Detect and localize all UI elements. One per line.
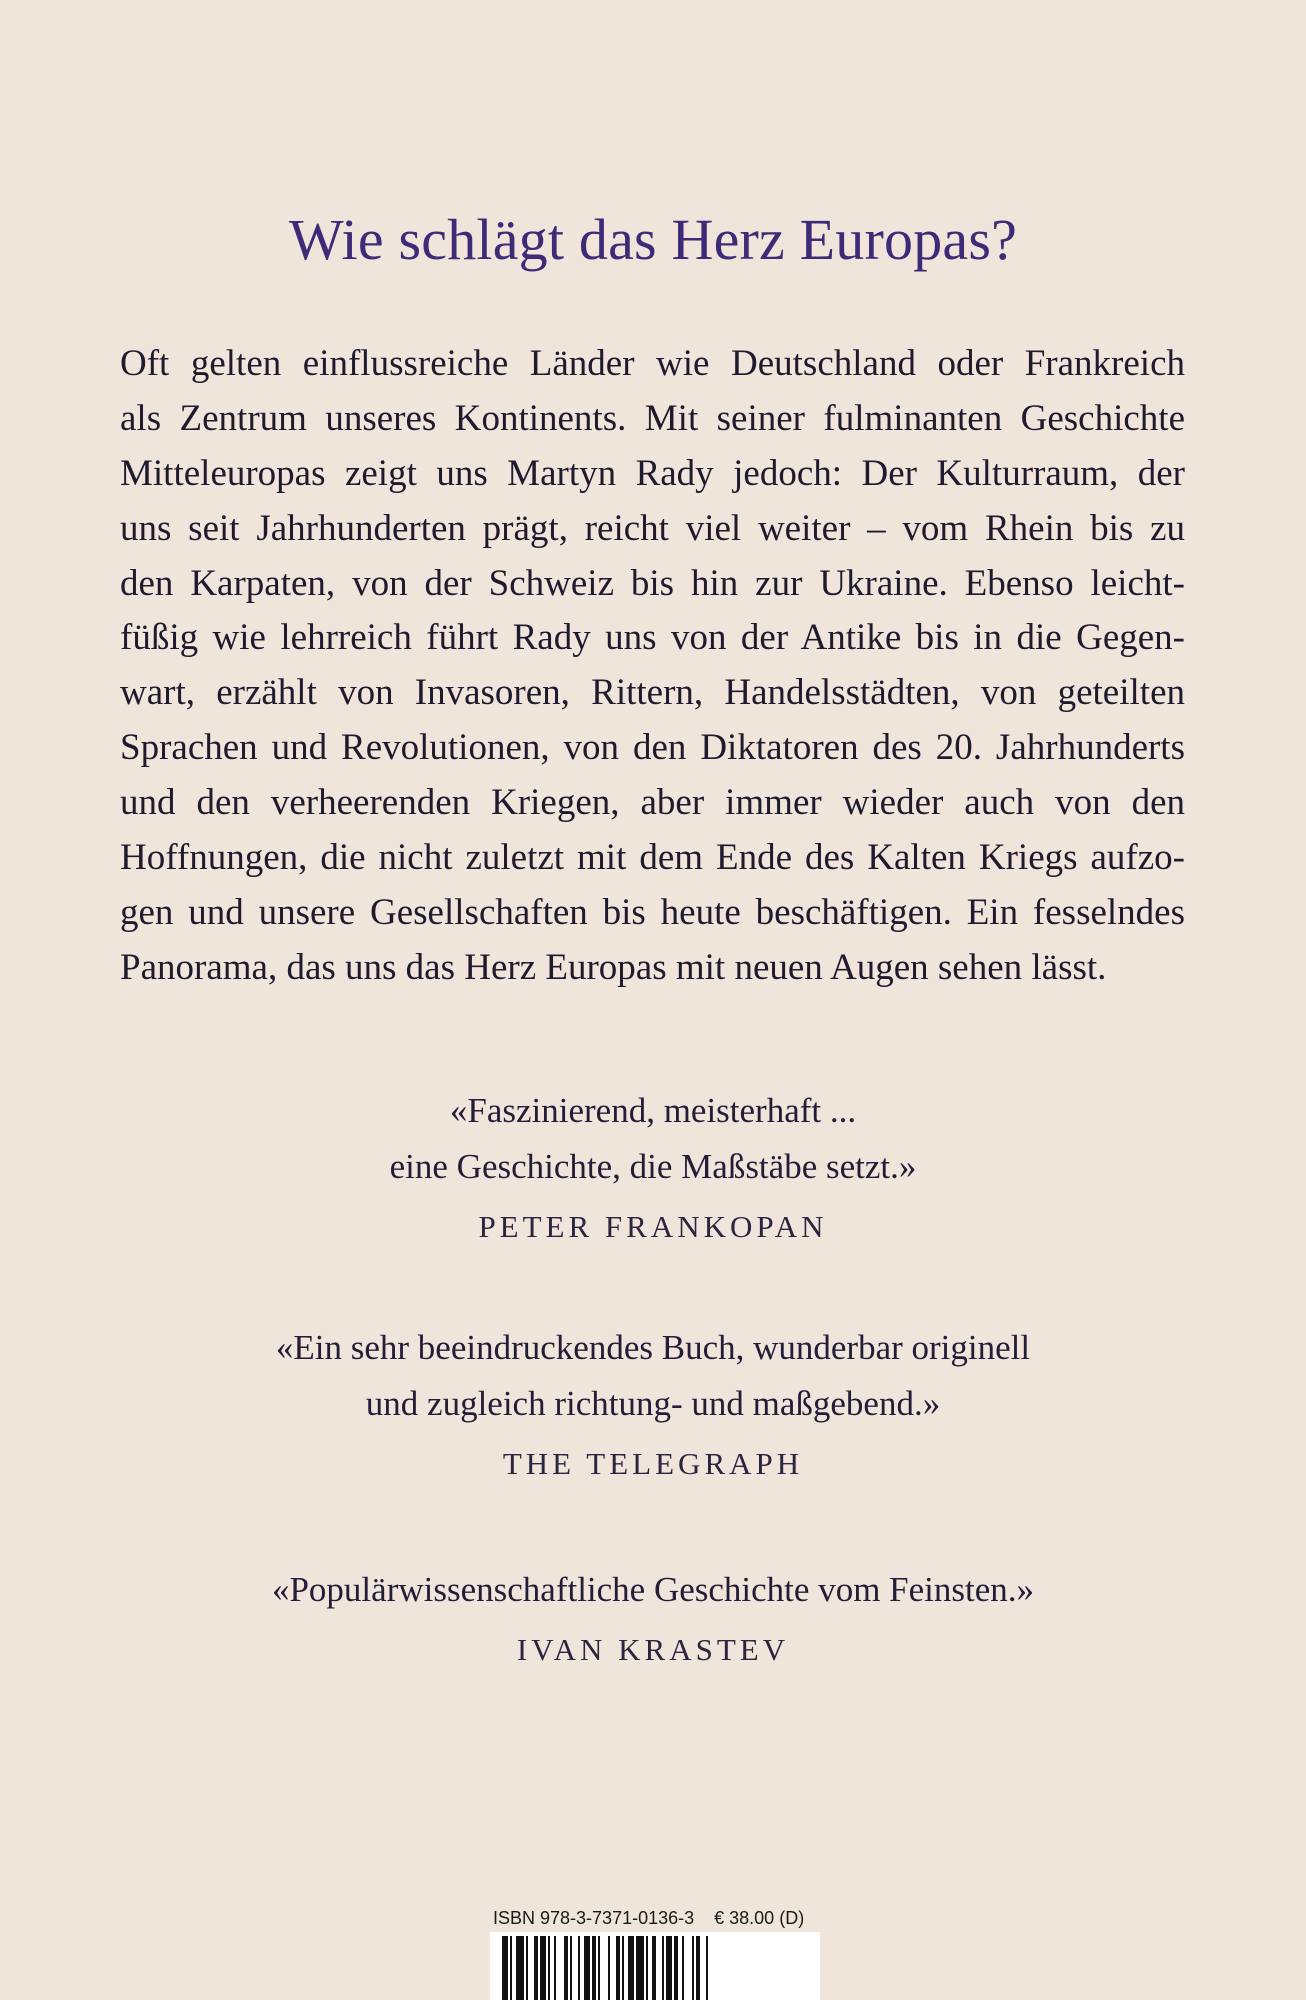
blurb-line: Mitteleuropas zeigt uns Martyn Rady jedoch: Der Kulturraum, der bbox=[120, 452, 1185, 494]
quote-line: «Populärwissenschaftliche Geschichte vom Feinsten.» bbox=[271, 1570, 1035, 1609]
quote-attribution: IVAN KRASTEV bbox=[516, 1632, 790, 1667]
barcode-bar bbox=[516, 1936, 524, 2000]
headline: Wie schlägt das Herz Europas? bbox=[288, 207, 1018, 272]
quote-line: eine Geschichte, die Maßstäbe setzt.» bbox=[389, 1147, 917, 1186]
barcode-bar bbox=[502, 1936, 508, 2000]
barcode-bar bbox=[584, 1936, 590, 2000]
barcode-bar bbox=[696, 1936, 700, 2000]
quote-text bbox=[0, 1562, 1306, 1618]
barcode-bar bbox=[526, 1936, 528, 2000]
barcode-bar bbox=[616, 1936, 620, 2000]
barcode-bar bbox=[682, 1936, 684, 2000]
quote-attribution: PETER FRANKOPAN bbox=[478, 1209, 828, 1244]
quote-attribution: THE TELEGRAPH bbox=[502, 1446, 804, 1481]
blurb-line: den Karpaten, von der Schweiz bis hin zur Ukraine. Ebenso leicht- bbox=[120, 562, 1185, 604]
isbn-line bbox=[490, 1905, 820, 1931]
review-quote-telegraph bbox=[0, 1320, 1306, 1482]
quote-line: «Faszinierend, meisterhaft ... bbox=[449, 1091, 857, 1130]
barcode-bar bbox=[578, 1936, 580, 2000]
quote-text bbox=[0, 1083, 1306, 1195]
barcode-bar bbox=[592, 1936, 596, 2000]
barcode-bar bbox=[636, 1936, 644, 2000]
barcode-bar bbox=[692, 1936, 694, 2000]
barcode-bar bbox=[674, 1936, 678, 2000]
review-quote-krastev bbox=[0, 1562, 1306, 1668]
barcode-bar bbox=[534, 1936, 538, 2000]
barcode-bar bbox=[570, 1936, 572, 2000]
blurb-line: Hoffnungen, die nicht zuletzt mit dem Ende des Kalten Kriegs aufzo- bbox=[120, 837, 1185, 879]
barcode-bar bbox=[554, 1936, 556, 2000]
blurb-line: Panorama, das uns das Herz Europas mit neuen Augen sehen lässt. bbox=[120, 946, 1107, 988]
barcode-bar bbox=[628, 1936, 634, 2000]
blurb-line: wart, erzählt von Invasoren, Rittern, Handelsstädten, von geteilten bbox=[120, 672, 1185, 714]
blurb-line: und den verheerenden Kriegen, aber immer wieder auch von den bbox=[120, 782, 1185, 824]
blurb-paragraph bbox=[120, 337, 1185, 996]
blurb-line: Oft gelten einflussreiche Länder wie Deutschland oder Frankreich bbox=[120, 343, 1185, 384]
quote-line: «Ein sehr beeindruckendes Buch, wunderbar originell bbox=[275, 1328, 1031, 1367]
barcode-bar bbox=[510, 1936, 512, 2000]
quote-line: und zugleich richtung- und maßgebend.» bbox=[365, 1384, 941, 1423]
blurb-line: gen und unsere Gesellschaften bis heute beschäftigen. Ein fesselndes bbox=[120, 891, 1185, 933]
barcode-bar bbox=[564, 1936, 568, 2000]
barcode-bar bbox=[652, 1936, 656, 2000]
barcode-bar bbox=[622, 1936, 624, 2000]
barcode-bar bbox=[666, 1936, 672, 2000]
barcode-area bbox=[490, 1905, 820, 2000]
isbn-number: ISBN 978-3-7371-0136-3 bbox=[493, 1908, 695, 1928]
barcode-bar bbox=[548, 1936, 550, 2000]
barcode-bar bbox=[540, 1936, 546, 2000]
barcode-bar bbox=[706, 1936, 708, 2000]
blurb-line: füßig wie lehrreich führt Rady uns von der Antike bis in die Gegen- bbox=[120, 617, 1185, 659]
barcode-bar bbox=[646, 1936, 648, 2000]
blurb-line: Sprachen und Revolutionen, von den Diktatoren des 20. Jahrhunderts bbox=[120, 727, 1185, 769]
blurb-line: uns seit Jahrhunderten prägt, reicht viel weiter – vom Rhein bis zu bbox=[120, 507, 1185, 549]
barcode-bar bbox=[662, 1936, 664, 2000]
price: € 38.00 (D) bbox=[714, 1908, 805, 1928]
barcode-icon bbox=[490, 1932, 820, 2000]
quote-text bbox=[0, 1320, 1306, 1432]
review-quote-frankopan bbox=[0, 1083, 1306, 1245]
barcode-bar bbox=[608, 1936, 610, 2000]
barcode bbox=[490, 1932, 820, 2000]
barcode-bar bbox=[598, 1936, 600, 2000]
blurb-line: als Zentrum unseres Kontinents. Mit seiner fulminanten Geschichte bbox=[120, 397, 1185, 439]
